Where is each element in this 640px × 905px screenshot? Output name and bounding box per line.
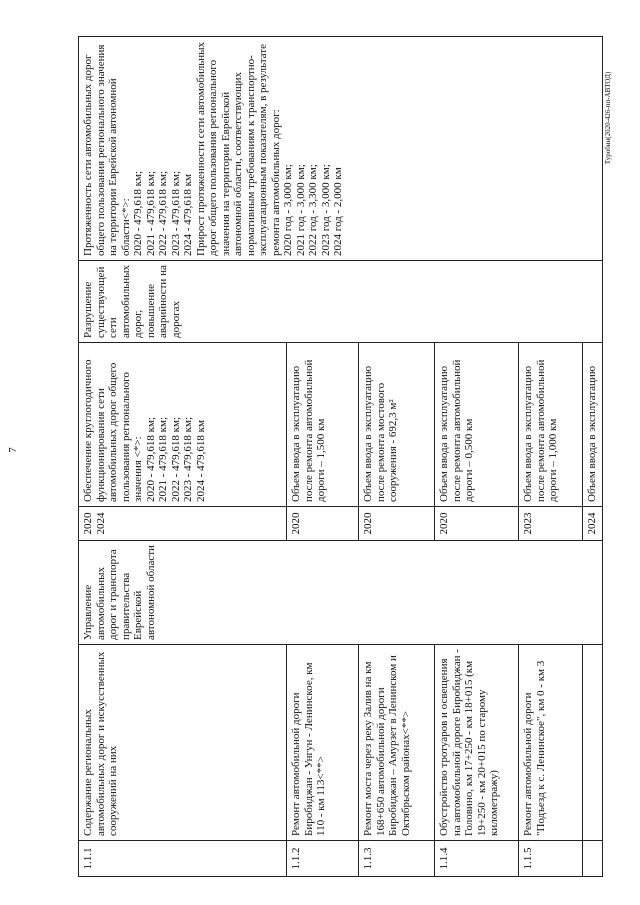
years: 2024 xyxy=(583,507,603,541)
rotated-table-container xyxy=(78,37,606,877)
activity-name: Ремонт автомобильной дороги "Подъезд к с. Ленинское", км 0 - км 3 xyxy=(519,645,583,841)
consequences: Разрушение существующей сети автомобильных дорог, повышение аварийности на дорогах xyxy=(79,261,603,343)
activity-name: Ремонт моста через реку Залив на км 168+650 автомобильной дороги Биробиджан – Амурзет в Ленинском и Октябрьском районах<**> xyxy=(359,645,435,841)
activity-name xyxy=(583,645,603,841)
activity-name: Ремонт автомобильной дороги Биробиджан - Унгун - Ленинское, км 110 - км 113<**> xyxy=(287,645,359,841)
expected-result: Объем ввода в эксплуатацию после ремонта автомобильной дороги – 0,500 км xyxy=(435,343,519,507)
activity-name: Обустройство тротуаров и освещения на автомобильной дороге Биробиджан - Головино, км 17+250 - км 18+015 (км 19+250 - км 20+015 по старому километражу) xyxy=(435,645,519,841)
years: 2020 xyxy=(359,507,435,541)
expected-result: Объем ввода в эксплуатацию после ремонта автомобильной дороги – 1,500 км xyxy=(287,343,359,507)
row-number: 1.1.4 xyxy=(435,841,519,877)
row-number: 1.1.5 xyxy=(519,841,583,877)
expected-result: Обеспечение круглогодичного функционирования сети автомобильных дорог общего пользования регионального значения <*>: 2020 - 479,618 км; 2021 - 479,618 км; 2022 - 479,618 км; 2023 - 479,618 км; 2024 - 479,618 км xyxy=(79,343,287,507)
activity-name: Содержание региональных автомобильных дорог и искусственных сооружений на них xyxy=(79,645,287,841)
expected-result: Объем ввода в эксплуатацию xyxy=(583,343,603,507)
years: 2020 xyxy=(435,507,519,541)
target-indicator: Протяженность сети автомобильных дорог общего пользования регионального значения на территории Еврейской автономной области<*>: 2020 - 479,618 км; 2021 - 479,618 км; 2022 - 479,618 км; 2023 - 479,618 км; 2024 - 479,618 км Прирост протяженности сети автомобильных дорог общего пользования регионального значения на территории Еврейской автономной области, соответствующих нормативным требованиям к транспортно-эксплуатационным показателям, в результате ремонта автомобильных дорог: 2020 год - 3,000 км; 2021 год - 3,000 км; 2022 год - 3,300 км; 2023 год - 3,000 км; 2024 год - 2,000 км xyxy=(79,37,603,261)
expected-result: Объем ввода в эксплуатацию после ремонта автомобильной дороги – 1,000 км xyxy=(519,343,583,507)
page-number: 7 xyxy=(7,447,19,453)
executor: Управление автомобильных дорог и транспорта правительства Еврейской автономной области xyxy=(79,541,603,645)
footer-code: Туробин(2020-426-пп-АВТОД) xyxy=(604,71,612,165)
years: 2020 2024 xyxy=(79,507,287,541)
years: 2023 xyxy=(519,507,583,541)
expected-result: Объем ввода в эксплуатацию после ремонта мостового сооружения - 692,3 м² xyxy=(359,343,435,507)
row-number xyxy=(583,841,603,877)
row-number: 1.1.3 xyxy=(359,841,435,877)
table-row xyxy=(79,37,287,877)
program-activities-table xyxy=(78,36,603,877)
row-number: 1.1.1 xyxy=(79,841,287,877)
row-number: 1.1.2 xyxy=(287,841,359,877)
years: 2020 xyxy=(287,507,359,541)
